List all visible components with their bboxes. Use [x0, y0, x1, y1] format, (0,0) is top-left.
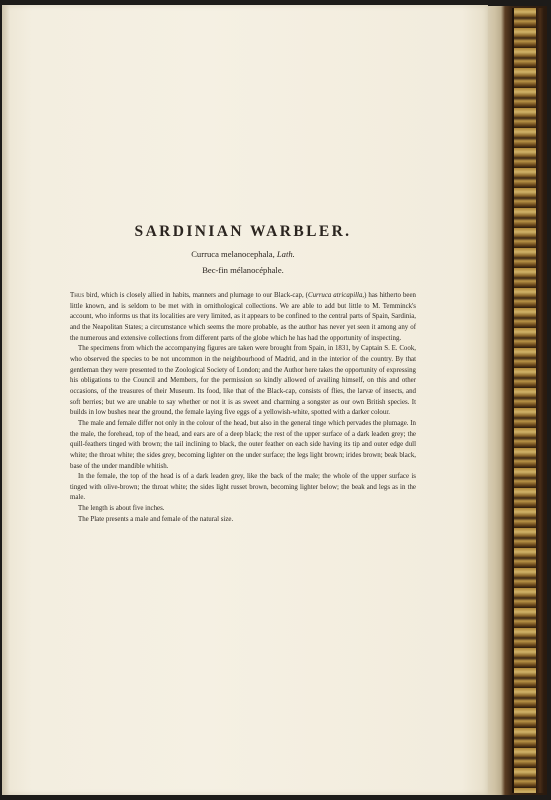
binomial-name-line [70, 247, 416, 261]
paragraph-1 [70, 291, 416, 344]
body-text [70, 291, 416, 525]
page-title: SARDINIAN WARBLER. [134, 223, 352, 240]
paragraph-1-italic: Curruca atricapilla, [307, 292, 365, 299]
paragraph-1-part-b: ) has hitherto been little known, and is seldom to be met with in ornithological collections. We are able to add but little to M. Temminck's account, who informs us that its localities are very limited, as it appears to be confined to the central parts of Spain, Sardinia, and the Neapolitan States; a circumstance which seems the more probable, as the author has never yet seen it among any of the numerous and extensive collections from different parts of the globe which he has had the opportunity of inspecting. [70, 292, 416, 342]
paragraph-6: The Plate presents a male and female of the natural size. [78, 515, 234, 523]
paragraph-3: The male and female differ not only in the colour of the head, but also in the general tinge which pervades the plumage. In the male, the forehead, top of the head, and ears are of a deep black; the rest of the upper surface of a dark leaden grey; the quill-feathers tinged with brown; the tail inclining to black, the outer feather on each side having its tip and outer edge dull white; the throat white; the sides grey, becoming lighter on the under surface; the legs light brown; irides brown; beak black, base of the under mandible whitish. [70, 419, 416, 470]
gilt-binding-border [512, 8, 538, 793]
page-content [70, 223, 416, 525]
page-gutter-shadow [2, 5, 10, 795]
binomial-author: Lath. [276, 249, 295, 259]
paragraph-1-opening: Thus [70, 292, 85, 299]
paragraph-2: The specimens from which the accompanying figures are taken were brought from Spain, in 1831, by Captain S. E. Cook, who observed the species to be not uncommon in the neighbourhood of Madrid, and in the interior of the country. By that gentleman they were presented to the Zoological Society of London; and the Author here takes the opportunity of expressing his obligations to the Council and Members, for the permission so kindly allowed of availing himself, on this and other occasions, of the treasures of their Museum. Its food, like that of the Black-cap, consists of flies, the larvæ of insects, and soft berries; but we are unable to say whether or not it is as sweet and charming a songster as our own British species. It builds in low bushes near the ground, the female laying five eggs of a yellowish-white, spotted with a darker colour. [70, 345, 416, 417]
french-name: Bec-fin mélanocéphale. [202, 265, 284, 275]
paragraph-1-part-a: bird, which is closely allied in habits, manners and plumage to our Black-cap, ( [84, 292, 308, 299]
paragraph-4: In the female, the top of the head is of a dark leaden grey, like the back of the male; the whole of the upper surface is tinged with olive-brown; the throat white; the sides light russet brown, becoming lighter below; the beak and legs as in the male. [70, 473, 416, 502]
binomial-name: Curruca melanocephala, [191, 249, 275, 259]
book-page [2, 5, 488, 795]
binding-spine-edge [536, 8, 544, 793]
paragraph-5: The length is about five inches. [78, 505, 165, 513]
